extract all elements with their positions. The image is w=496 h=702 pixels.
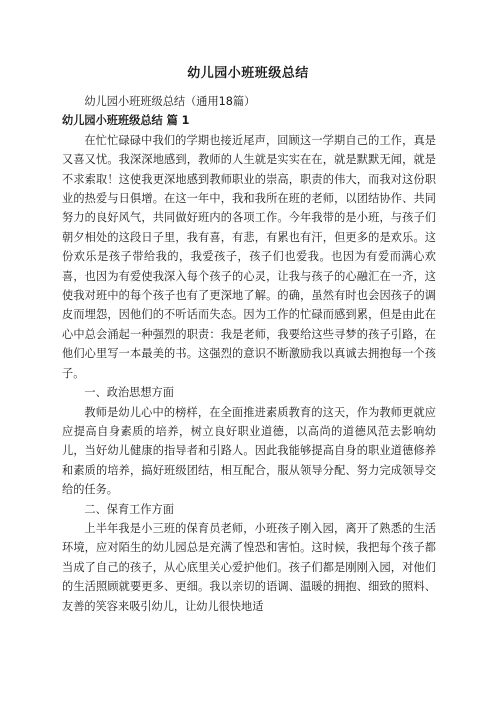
body-paragraph: 教师是幼儿心中的榜样，在全面推进素质教育的这天，作为教师更就应应提高自身素质的培养，树立良好职业道德，以高尚的道德风范去影响幼儿，当好幼儿健康的指导者和引路人。因此我能够提高自身的职业道德修养和素质的培养，搞好班级团结，相互配合，服从领导分配、努力完成领导交给的任务。 [62, 405, 436, 497]
section-heading: 一、政治思想方面 [84, 386, 174, 400]
body-paragraph: 上半年我是小三班的保育员老师，小班孩子刚入园，离开了熟悉的生活环境，应对陌生的幼儿园总是充满了惶恐和害怕。这时候，我把每个孩子都当成了自己的孩子，从心底里关心爱护他们。孩子们都是刚刚入园，对他们的生活照顾就要更多、更细。我以亲切的语调、温暖的拥抱、细致的照料、友善的笑容来吸引幼儿，让幼儿很快地适 [62, 521, 436, 613]
document-body [62, 92, 436, 616]
body-paragraph: 在忙忙碌碌中我们的学期也接近尾声，回顾这一学期自己的工作，真是又喜又忧。我深深地感到，教师的人生就是实实在在，就是默默无闻，就是不求索取！这使我更深地感到教师职业的崇高，职责的伟大，而我对这份职业的热爱与日俱增。在这一年中，我和我所在班的老师，以团结协作、共同努力的良好风气，共同做好班内的各项工作。今年我带的是小班，与孩子们朝夕相处的这段日子里，我有喜，有悲，有累也有汗，但更多的是欢乐。这份欢乐是孩子带给我的，我爱孩子，孩子们也爱我。也因为有爱而满心欢喜，也因为有爱使我深入每个孩子的心灵，让我与孩子的心融汇在一齐，这使我对班中的每个孩子也有了更深地了解。的确，虽然有时也会因孩子的调皮而埋怨，因他们的不听话而失态。因为工作的忙碌而感到累，但是由此在心中总会涌起一种强烈的职责：我是老师，我要给这些寻梦的孩子引路，在他们心里写一本最美的书。这强烈的意识不断激励我以真诚去拥抱每一个孩子。 [62, 133, 436, 380]
document-title: 幼儿园小班班级总结 [187, 66, 309, 81]
section-heading: 二、保育工作方面 [84, 502, 174, 516]
document-subtitle: 幼儿园小班班级总结（通用18篇） [84, 95, 256, 108]
article-heading: 幼儿园小班班级总结 篇 1 [62, 114, 190, 128]
